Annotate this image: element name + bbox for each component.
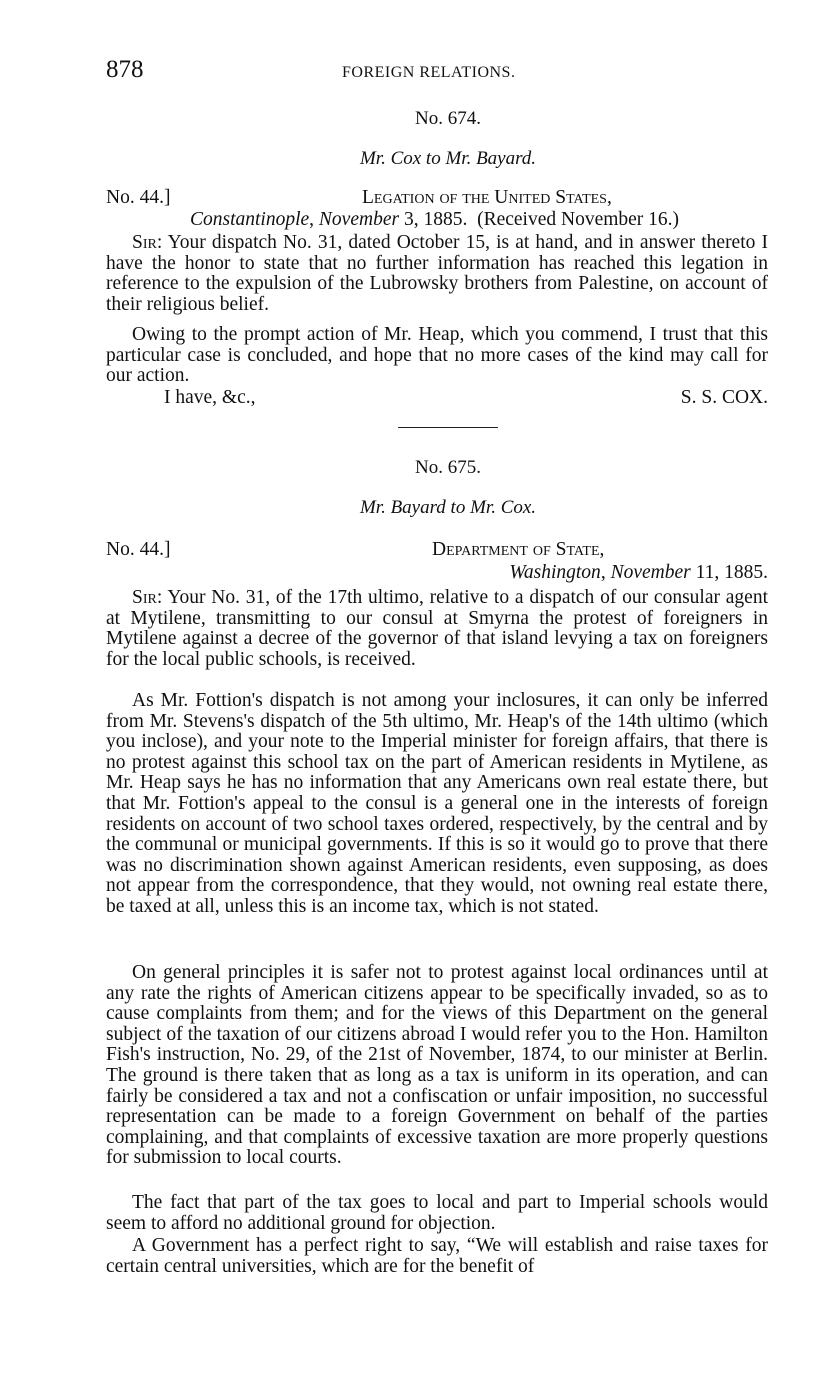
- doc674-signature: S. S. COX.: [680, 387, 768, 408]
- doc675-paragraph-5: A Government has a perfect right to say, “We will establish and raise taxes for certain central universities, which are for the benefit of: [106, 1235, 768, 1277]
- doc675-paragraph-3: On general principles it is safer not to protest against local ordinances until at any rate the rights of American citizens appear to be specifically invaded, so as to cause complaints from them; and for the views of this Department on the general subject of the taxation of our citizens abroad I would refer you to the Hon. Hamilton Fish's instruction, No. 29, of the 21st of November, 1874, to our minister at Berlin. The ground is there taken that as long as a tax is uniform in its operation, and can fairly be considered a tax and not a confiscation or unfair imposition, no successful representation can be made to a foreign Government on behalf of the parties complaining, and that complaints of excessive taxation are more properly questions for submission to local courts.: [106, 962, 768, 1169]
- doc675-title: Mr. Bayard to Mr. Cox.: [359, 497, 537, 518]
- doc675-paragraph-1: [106, 588, 768, 670]
- running-title: FOREIGN RELATIONS.: [342, 64, 516, 81]
- doc674-ref: No. 44.]: [106, 187, 171, 208]
- section-divider: [398, 427, 498, 428]
- doc675-date-rest: 11, 1885.: [695, 562, 768, 583]
- doc674-title: Mr. Cox to Mr. Bayard.: [359, 148, 537, 169]
- doc675-office: Department of State,: [432, 539, 605, 560]
- doc675-paragraph-4: The fact that part of the tax goes to local and part to Imperial schools would seem to afford no additional ground for objection.: [106, 1192, 768, 1234]
- doc675-ref: No. 44.]: [106, 539, 171, 560]
- doc674-closing: I have, &c.,: [164, 387, 256, 408]
- doc675-para1-text: Your No. 31, of the 17th ultimo, relative to a dispatch of our consular agent at Mytilene, transmitting to our consul at Smyrna the protest of foreigners in Mytilene against a decree of the governor of that island levying a tax on foreigners for the local public schools, is received.: [106, 587, 769, 670]
- doc675-salutation: Sir:: [132, 587, 163, 608]
- doc675-date-month: November: [610, 562, 691, 583]
- doc674-dateline: Constantinople, November 3, 1885. (Received November 16.): [190, 209, 680, 230]
- doc675-dateline: Washington, November 11, 1885.: [509, 562, 768, 583]
- doc675-number: No. 675.: [415, 457, 481, 478]
- doc674-paragraph-2: Owing to the prompt action of Mr. Heap, which you commend, I trust that this particular case is concluded, and hope that no more cases of the kind may call for our action.: [106, 324, 768, 387]
- doc675-paragraph-2: As Mr. Fottion's dispatch is not among your inclosures, it can only be inferred from Mr. Stevens's dispatch of the 5th ultimo, Mr. Heap's of the 14th ultimo (which you inclose), and your note to the Imperial minister for foreign affairs, that there is no protest against this school tax on the part of American residents in Mytilene, as Mr. Heap says he has no information that any Americans own real estate there, but that Mr. Fottion's appeal to the consul is a general one in the interests of foreign residents on account of two school taxes ordered, respectively, by the central and by the communal or municipal governments. If this is so it would go to prove that there was no discrimination shown against American residents, even supposing, as does not appear from the correspondence, that they would, not owning real estate there, be taxed at all, unless this is an income tax, which is not stated.: [106, 690, 768, 917]
- doc674-para1-text: Your dispatch No. 31, dated October 15, is at hand, and in answer thereto I have the honor to state that no further information has reached this legation in reference to the expulsion of the Lubrowsky brothers from Palestine, on account of their religious belief.: [106, 232, 768, 315]
- doc674-number: No. 674.: [415, 108, 481, 129]
- doc674-date-rest: 3, 1885.: [403, 209, 468, 230]
- doc674-received: (Received November 16.): [477, 209, 680, 230]
- doc674-office: Legation of the United States,: [362, 187, 612, 208]
- page-number: 878: [106, 56, 144, 83]
- doc675-place: Washington: [509, 562, 601, 583]
- doc674-place: Constantinople: [190, 209, 310, 230]
- running-header: [106, 56, 766, 88]
- doc674-date-month: November: [318, 209, 400, 230]
- doc674-paragraph-1: [106, 233, 768, 315]
- doc674-salutation: Sir:: [132, 232, 163, 253]
